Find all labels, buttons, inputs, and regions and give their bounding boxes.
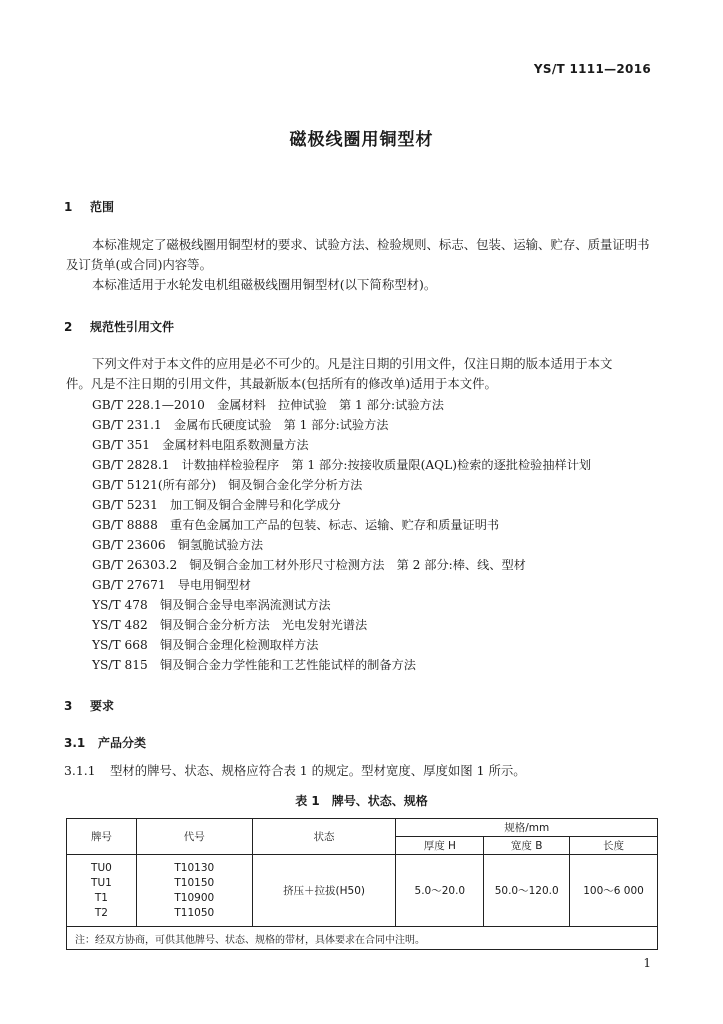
section-title: 要求 (90, 699, 115, 713)
reference-item (92, 456, 591, 473)
grade-value: TU1 (91, 876, 112, 889)
reference-code: YS/T 668 (92, 638, 148, 652)
scope-para1-line2: 及订货单(或合同)内容等。 (66, 257, 212, 272)
reference-code: GB/T 5231 (92, 498, 158, 512)
header-thickness: 厚度 H (396, 837, 484, 855)
reference-title: 金属材料电阻系数测量方法 (162, 438, 309, 452)
scope-para1-line1: 本标准规定了磁极线圈用铜型材的要求、试验方法、检验规则、标志、包装、运输、贮存、质量证明书 (92, 237, 650, 252)
section-heading-scope (64, 198, 114, 215)
reference-code: GB/T 231.1 (92, 418, 162, 432)
reference-item (92, 396, 444, 413)
section-number: 3 (64, 699, 73, 713)
reference-title: 铜及铜合金力学性能和工艺性能试样的制备方法 (159, 658, 416, 672)
normative-intro-line1: 下列文件对于本文件的应用是必不可少的。凡是注日期的引用文件，仅注日期的版本适用于本文 (92, 356, 613, 371)
reference-item (92, 556, 526, 573)
reference-code: YS/T 815 (92, 658, 148, 672)
clause-number: 3.1.1 (64, 763, 96, 778)
clause-3-1-1 (64, 761, 526, 781)
reference-code: GB/T 8888 (92, 518, 158, 532)
section-number: 2 (64, 320, 73, 334)
reference-title: 铜及铜合金化学分析方法 (228, 478, 363, 492)
reference-title: 加工铜及铜合金牌号和化学成分 (170, 498, 341, 512)
reference-title: 铜及铜合金理化检测取样方法 (159, 638, 319, 652)
reference-code: YS/T 482 (92, 618, 148, 632)
reference-code: YS/T 478 (92, 598, 148, 612)
scope-para2: 本标准适用于水轮发电机组磁极线圈用铜型材(以下简称型材)。 (92, 277, 437, 292)
reference-code: GB/T 351 (92, 438, 151, 452)
reference-title: 计数抽样检验程序 第 1 部分:按接收质量限(AQL)检索的逐批检验抽样计划 (181, 458, 592, 472)
section-heading-requirements (64, 697, 114, 714)
reference-item (92, 596, 331, 613)
section-heading-normative (64, 318, 174, 335)
width-value: 50.0～120.0 (484, 855, 570, 927)
state-value: 挤压＋拉拔(H50) (252, 855, 396, 927)
subsection-number: 3.1 (64, 736, 86, 750)
section-title: 规范性引用文件 (90, 320, 175, 334)
reference-item (92, 636, 318, 653)
header-grade: 牌号 (67, 819, 137, 855)
clause-text: 型材的牌号、状态、规格应符合表 1 的规定。型材宽度、厚度如图 1 所示。 (110, 763, 526, 778)
reference-code: GB/T 5121(所有部分) (92, 478, 217, 492)
reference-item (92, 516, 499, 533)
normative-intro-line2: 件。凡是不注日期的引用文件，其最新版本(包括所有的修改单)适用于本文件。 (66, 376, 497, 391)
standard-code: YS/T 1111—2016 (533, 62, 651, 76)
section-number: 1 (64, 200, 73, 214)
reference-item (92, 496, 341, 513)
reference-item (92, 616, 367, 633)
length-value: 100～6 000 (570, 855, 658, 927)
reference-item (92, 416, 389, 433)
header-length: 长度 (570, 837, 658, 855)
code-cell (136, 855, 252, 927)
reference-code: GB/T 27671 (92, 578, 166, 592)
grade-cell (67, 855, 137, 927)
grade-value: TU0 (91, 861, 112, 874)
code-value: T11050 (174, 906, 215, 919)
header-code: 代号 (136, 819, 252, 855)
header-state: 状态 (252, 819, 396, 855)
reference-item (92, 576, 251, 593)
reference-title: 铜及铜合金导电率涡流测试方法 (159, 598, 331, 612)
reference-code: GB/T 228.1—2010 (92, 398, 205, 412)
reference-title: 金属布氏硬度试验 第 1 部分:试验方法 (173, 418, 389, 432)
reference-code: GB/T 23606 (92, 538, 166, 552)
subsection-heading (64, 734, 146, 751)
reference-code: GB/T 2828.1 (92, 458, 170, 472)
document-title: 磁极线圈用铜型材 (289, 130, 434, 150)
code-value: T10900 (174, 891, 215, 904)
reference-title: 金属材料 拉伸试验 第 1 部分:试验方法 (217, 398, 444, 412)
grade-value: T1 (94, 891, 108, 904)
thickness-value: 5.0～20.0 (396, 855, 484, 927)
reference-item (92, 536, 263, 553)
reference-title: 导电用铜型材 (177, 578, 251, 592)
spec-table (66, 818, 658, 950)
reference-code: GB/T 26303.2 (92, 558, 178, 572)
reference-title: 铜及铜合金分析方法 光电发射光谱法 (159, 618, 368, 632)
reference-item (92, 656, 416, 673)
page-number: 1 (643, 956, 651, 970)
table-caption: 表 1 牌号、状态、规格 (295, 794, 428, 808)
reference-title: 铜氢脆试验方法 (177, 538, 264, 552)
reference-title: 铜及铜合金加工材外形尺寸检测方法 第 2 部分:棒、线、型材 (189, 558, 526, 572)
code-value: T10130 (174, 861, 215, 874)
section-title: 范围 (90, 200, 115, 214)
subsection-title: 产品分类 (98, 736, 147, 750)
reference-title: 重有色金属加工产品的包装、标志、运输、贮存和质量证明书 (170, 518, 500, 532)
reference-item (92, 436, 309, 453)
table-note: 注：经双方协商，可供其他牌号、状态、规格的带材，具体要求在合同中注明。 (67, 927, 658, 950)
header-width: 宽度 B (484, 837, 570, 855)
header-spec: 规格/mm (396, 819, 658, 837)
code-value: T10150 (174, 876, 215, 889)
reference-item (92, 476, 362, 493)
grade-value: T2 (94, 906, 108, 919)
